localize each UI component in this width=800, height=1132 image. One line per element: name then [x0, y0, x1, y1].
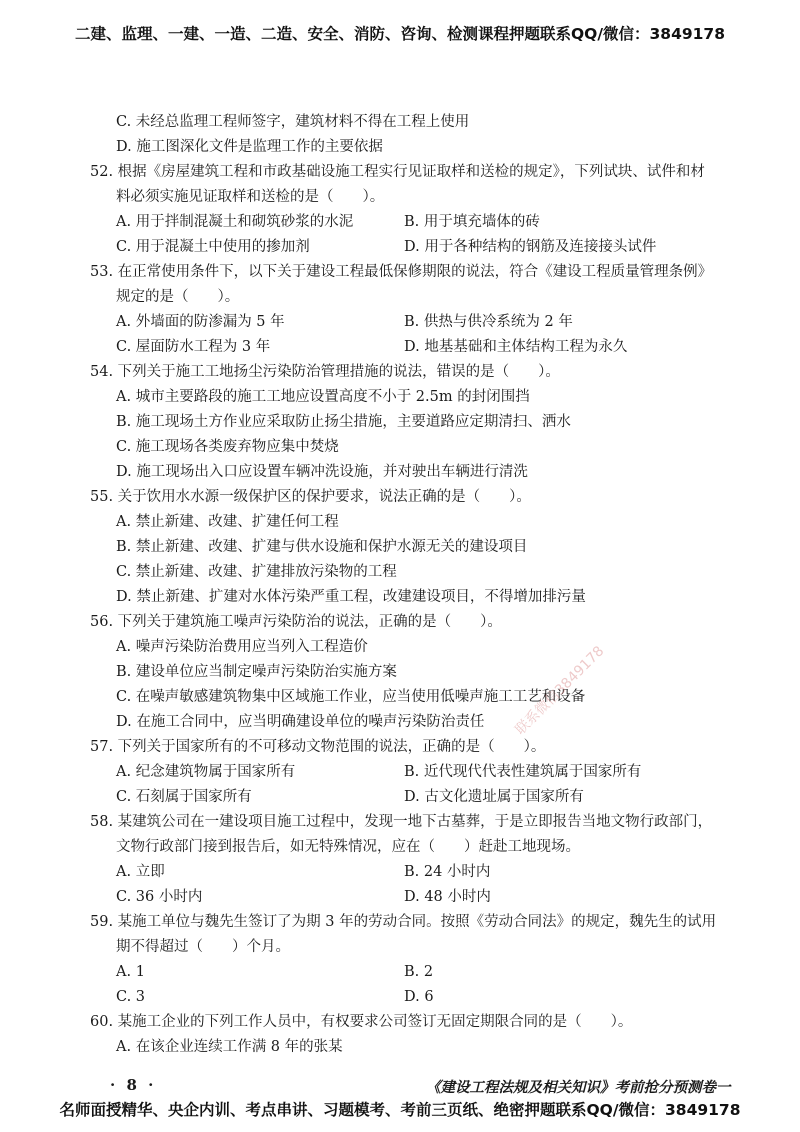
question-stem: 56. 下列关于建筑施工噪声污染防治的说法，正确的是（ ）。 [90, 614, 502, 630]
option-c: C. 禁止新建、改建、扩建排放污染物的工程 [116, 564, 397, 580]
option-b: B. 24 小时内 [404, 864, 491, 880]
question-stem: 53. 在正常使用条件下，以下关于建设工程最低保修期限的说法，符合《建设工程质量管理条例》 [90, 264, 713, 280]
carry-over-option-c: C. 未经总监理工程师签字，建筑材料不得在工程上使用 [116, 114, 470, 130]
option-d: D. 古文化遗址属于国家所有 [404, 789, 584, 805]
option-a: A. 纪念建筑物属于国家所有 [116, 764, 296, 780]
option-a: A. 外墙面的防渗漏为 5 年 [116, 314, 285, 330]
question-stem: 55. 关于饮用水水源一级保护区的保护要求，说法正确的是（ ）。 [90, 489, 531, 505]
option-a: A. 立即 [116, 864, 165, 880]
option-c: C. 屋面防水工程为 3 年 [116, 339, 271, 355]
question-stem: 文物行政部门接到报告后，如无特殊情况，应在（ ）赶赴工地现场。 [116, 839, 580, 855]
option-a: A. 城市主要路段的施工工地应设置高度不小于 2.5m 的封闭围挡 [116, 389, 530, 405]
question-stem: 52. 根据《房屋建筑工程和市政基础设施工程实行见证取样和送检的规定》，下列试块、试件和材 [90, 164, 705, 180]
option-d: D. 地基基础和主体结构工程为永久 [404, 339, 628, 355]
option-d: D. 用于各种结构的钢筋及连接接头试件 [404, 239, 657, 255]
question-stem: 57. 下列关于国家所有的不可移动文物范围的说法，正确的是（ ）。 [90, 739, 546, 755]
question-stem: 规定的是（ ）。 [116, 289, 240, 305]
option-d: D. 施工现场出入口应设置车辆冲洗设施，并对驶出车辆进行清洗 [116, 464, 528, 480]
option-c: C. 在噪声敏感建筑物集中区域施工作业，应当使用低噪声施工工艺和设备 [116, 689, 586, 705]
option-a: A. 用于拌制混凝土和砌筑砂浆的水泥 [116, 214, 354, 230]
option-c: C. 施工现场各类废弃物应集中焚烧 [116, 439, 339, 455]
watermark: 联系微信3849178 [512, 643, 608, 739]
option-b: B. 供热与供冷系统为 2 年 [404, 314, 573, 330]
question-stem: 料必须实施见证取样和送检的是（ ）。 [116, 189, 385, 205]
page-number: · 8 · [110, 1076, 157, 1094]
question-stem: 期不得超过（ ）个月。 [116, 939, 290, 955]
bottom-banner: 名师面授精华、央企内训、考点串讲、习题模考、考前三页纸、绝密押题联系QQ/微信：3849178 [59, 1101, 741, 1119]
book-title: 《建设工程法规及相关知识》考前抢分预测卷一 [426, 1079, 731, 1096]
option-a: A. 噪声污染防治费用应当列入工程造价 [116, 639, 368, 655]
option-a: A. 1 [116, 964, 145, 980]
option-a: A. 在该企业连续工作满 8 年的张某 [116, 1039, 343, 1055]
option-c: C. 石刻属于国家所有 [116, 789, 252, 805]
option-c: C. 3 [116, 989, 146, 1005]
option-d: D. 在施工合同中，应当明确建设单位的噪声污染防治责任 [116, 714, 485, 730]
carry-over-option-d: D. 施工图深化文件是监理工作的主要依据 [116, 139, 383, 155]
question-stem: 60. 某施工企业的下列工作人员中，有权要求公司签订无固定期限合同的是（ ）。 [90, 1014, 633, 1030]
option-c: C. 用于混凝土中使用的掺加剂 [116, 239, 310, 255]
option-b: B. 2 [404, 964, 434, 980]
option-a: A. 禁止新建、改建、扩建任何工程 [116, 514, 339, 530]
option-b: B. 施工现场土方作业应采取防止扬尘措施，主要道路应定期清扫、洒水 [116, 414, 571, 430]
option-d: D. 禁止新建、扩建对水体污染严重工程，改建建设项目，不得增加排污量 [116, 589, 586, 605]
top-banner: 二建、监理、一建、一造、二造、安全、消防、咨询、检测课程押题联系QQ/微信：3849178 [74, 25, 725, 43]
option-b: B. 禁止新建、改建、扩建与供水设施和保护水源无关的建设项目 [116, 539, 528, 555]
option-d: D. 6 [404, 989, 434, 1005]
question-stem: 58. 某建筑公司在一建设项目施工过程中，发现一地下古墓葬，于是立即报告当地文物行政部门， [90, 814, 713, 830]
question-stem: 59. 某施工单位与魏先生签订了为期 3 年的劳动合同。按照《劳动合同法》的规定，魏先生的试用 [90, 914, 717, 930]
option-b: B. 用于填充墙体的砖 [404, 214, 540, 230]
option-b: B. 建设单位应当制定噪声污染防治实施方案 [116, 664, 397, 680]
option-c: C. 36 小时内 [116, 889, 203, 905]
option-b: B. 近代现代代表性建筑属于国家所有 [404, 764, 642, 780]
question-stem: 54. 下列关于施工工地扬尘污染防治管理措施的说法，错误的是（ ）。 [90, 364, 560, 380]
option-d: D. 48 小时内 [404, 889, 491, 905]
